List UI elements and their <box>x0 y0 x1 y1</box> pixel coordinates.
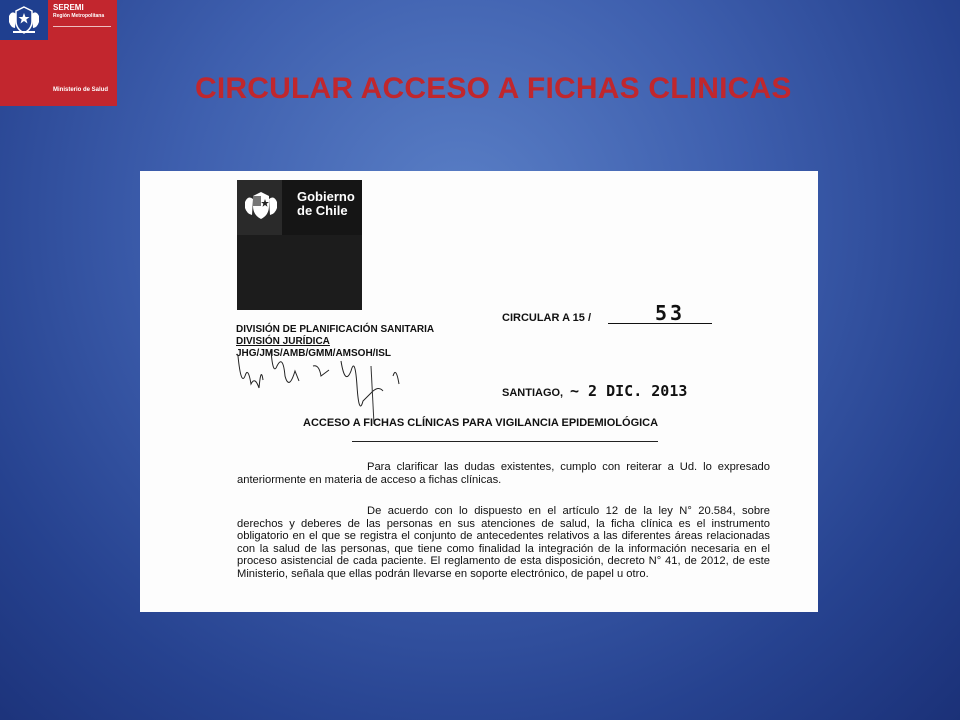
logo-ministry: Ministerio de Salud <box>53 87 109 93</box>
logo-brand <box>53 3 104 20</box>
division-juridica: DIVISIÓN JURÍDICA <box>236 336 330 347</box>
gob-logo-lower <box>237 235 362 310</box>
date-stamp: ~ 2 DIC. 2013 <box>570 382 688 400</box>
circular-label: CIRCULAR A 15 / <box>502 312 592 324</box>
gob-logo-text: Gobierno de Chile <box>297 189 355 218</box>
logo-region: Región Metropolitana <box>53 13 105 19</box>
division-planificacion: DIVISIÓN DE PLANIFICACIÓN SANITARIA <box>236 324 435 335</box>
slide-title: CIRCULAR ACCESO A FICHAS CLINICAS <box>195 72 792 105</box>
seremi-logo <box>0 0 117 106</box>
circular-number: 53 <box>655 301 686 325</box>
chile-shield-icon <box>243 188 279 224</box>
paragraph-2 <box>237 505 770 580</box>
paragraph-1-text: Para clarificar las dudas existentes, cumplo con reiterar a Ud. lo expresado anteriormente en materia de acceso a fichas clínicas. <box>237 461 770 486</box>
logo-divider <box>53 26 111 27</box>
subject-underline <box>352 441 658 442</box>
subject-line: ACCESO A FICHAS CLÍNICAS PARA VIGILANCIA EPIDEMIOLÓGICA <box>303 417 659 429</box>
handwritten-signatures <box>233 346 413 426</box>
scanned-document <box>140 171 818 612</box>
coat-of-arms-icon <box>5 4 43 36</box>
gobierno-de-chile-logo <box>237 180 362 310</box>
santiago-label: SANTIAGO, <box>502 387 564 399</box>
initials: JHG/JMS/AMB/GMM/AMSOH/ISL <box>236 348 392 359</box>
logo-name: SEREMI <box>53 3 84 12</box>
paragraph-2-text: De acuerdo con lo dispuesto en el artículo 12 de la ley N° 20.584, sobre derechos y deberes de las personas en sus atenciones de salud, la ficha clínica es el instrumento obligatorio en el que se registra el conjunto de antecedentes relativos a las diferentes áreas relacionadas con la salud de las personas, que tiene como finalidad la integración de la información necesaria en el proceso asistencial de cada paciente. El reglamento de esta disposición, decreto N° 41, de 2012, de este Ministerio, señala que ellas podrán llevarse en soporte electrónico, de papel u otro. <box>237 505 770 580</box>
paragraph-1 <box>237 461 770 486</box>
